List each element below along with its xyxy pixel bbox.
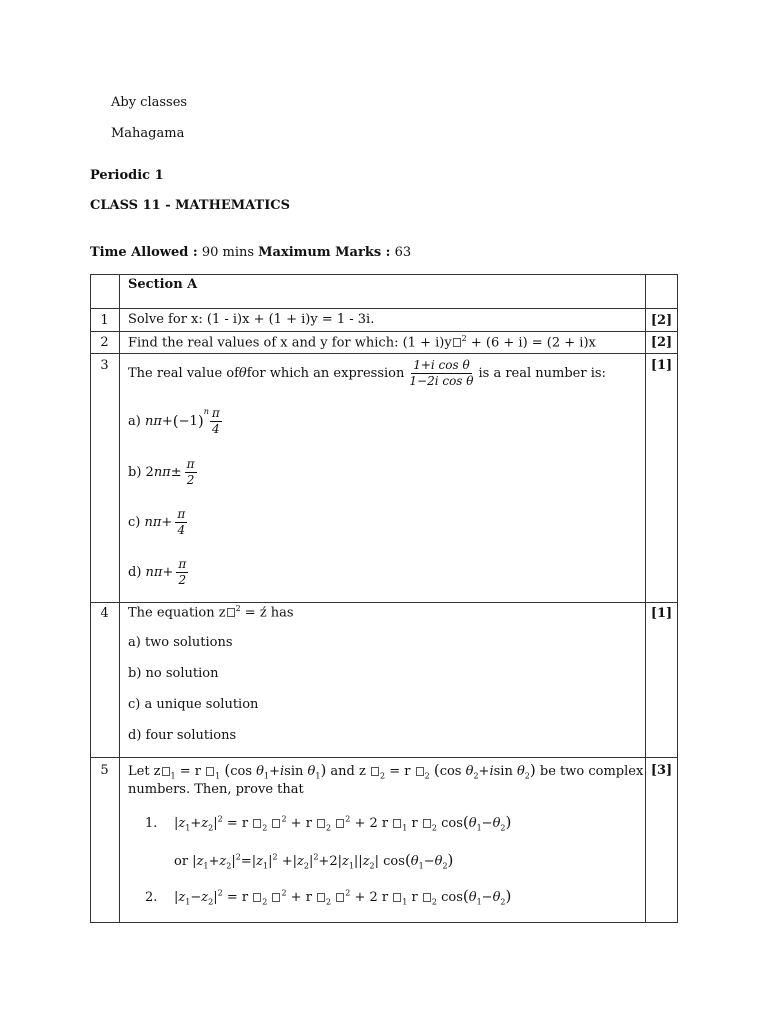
option-label: a)	[128, 413, 141, 429]
question-marks: [1]	[650, 606, 673, 621]
school-name: Aby classes	[111, 95, 188, 110]
question-text-part: Find the real values of x and y for which: (1 + i)y	[128, 335, 452, 351]
question-text-part: The equation z	[128, 605, 226, 621]
placeholder-box-icon	[206, 767, 214, 776]
option-c: c) a unique solution	[128, 697, 259, 712]
question-text-part: = ź has	[240, 605, 294, 621]
question-text-part: for which an expression	[246, 365, 405, 381]
time-value: 90 mins	[201, 245, 255, 260]
placeholder-box-icon	[453, 338, 461, 347]
or-label: or	[174, 854, 189, 869]
option-c: c) nπ + $\frac{\pi}{4}$	[128, 506, 186, 537]
option-a: a) two solutions	[128, 635, 233, 650]
question-text-part: is a real number is:	[478, 365, 606, 381]
theta-symbol: θ	[238, 365, 247, 381]
section-title: Section A	[128, 277, 198, 292]
question-text: Let z $_1$ = r $_1$ (cos $\theta_1+isin$ $\theta_1$) and z $_2$ = r $_2$ (cos $\theta_2+isin$ $\theta_2$) be two complex	[128, 761, 644, 781]
option-label: d)	[128, 564, 142, 580]
question-marks: [2]	[650, 335, 673, 350]
proof-or-formula: or $|z_1+z_2|^2=|z_1|^2 +|z_2|^2+2|z_1||z_2|$ $\cos(\theta_1-\theta_2)$	[174, 851, 454, 871]
question-number: 4	[100, 606, 109, 621]
question-marks: [3]	[650, 763, 673, 778]
placeholder-box-icon	[416, 767, 424, 776]
question-marks: [2]	[650, 313, 673, 328]
proof-item-1-label: 1.	[145, 816, 158, 831]
option-label: b)	[128, 464, 142, 480]
question-text	[128, 355, 606, 391]
table-rule	[119, 274, 120, 923]
question-text: The equation z $^2$ = ź has	[128, 604, 294, 621]
fraction-denominator: 1−2i cos θ	[409, 373, 474, 388]
option-b: b) 2 nπ ± $\frac{\pi}{2}$	[128, 456, 195, 487]
placeholder-box-icon	[162, 767, 170, 776]
question-text: Solve for x: (1 - i)x + (1 + i)y = 1 - 3i.	[128, 312, 375, 327]
time-label: Time Allowed :	[90, 245, 198, 260]
class-title: CLASS 11 - MATHEMATICS	[90, 198, 291, 213]
question-text-part: Let z	[128, 764, 161, 779]
question-text-part: be two complex	[539, 764, 644, 779]
table-rule	[90, 602, 678, 603]
marks-label: Maximum Marks :	[258, 245, 391, 260]
question-text-line2: numbers. Then, prove that	[128, 782, 304, 797]
question-number: 5	[100, 763, 109, 778]
option-b: b) no solution	[128, 666, 219, 681]
question-number: 2	[100, 335, 109, 350]
school-location: Mahagama	[111, 126, 185, 141]
question-text-part: The real value of	[128, 365, 239, 381]
proof-item-2-label: 2.	[145, 890, 158, 905]
time-marks-line	[90, 246, 411, 259]
table-rule	[90, 757, 678, 758]
question-marks: [1]	[650, 358, 673, 373]
periodic-title: Periodic 1	[90, 168, 164, 183]
table-rule	[90, 308, 678, 309]
option-d: d) four solutions	[128, 728, 237, 743]
proof-item-2-formula: $|z_1-z_2|^2 = r$ $_2$ $^2$ + r $_2$ $^2$ + 2 r $_1$ r $_2$ $\cos(\theta_1-\theta_2)$	[174, 887, 512, 907]
fraction-numerator: 1+i cos θ	[413, 357, 470, 372]
placeholder-box-icon	[227, 608, 235, 617]
table-rule	[90, 331, 678, 332]
marks-value: 63	[394, 245, 412, 260]
proof-item-1-formula: $|z_1+z_2|^2 = r$ $_2$ $^2$ + r $_2$ $^2$ + 2 r $_1$ r $_2$ $\cos(\theta_1-\theta_2)$	[174, 813, 512, 833]
question-text: Find the real values of x and y for which: (1 + i)y $^2$ + (6 + i) = (2 + i)x	[128, 334, 596, 351]
question-number: 1	[100, 313, 109, 328]
question-number: 3	[100, 358, 109, 373]
option-a: a) nπ + ( −1 ) $^n$ $\frac{\pi}{4}$	[128, 405, 220, 436]
expression-fraction	[407, 359, 475, 387]
table-rule	[90, 922, 678, 923]
option-d: d) nπ + $\frac{\pi}{2}$	[128, 556, 187, 587]
table-rule	[90, 353, 678, 354]
option-label: c)	[128, 514, 141, 530]
question-text-part: + (6 + i) = (2 + i)x	[466, 335, 596, 351]
table-rule	[90, 274, 678, 275]
placeholder-box-icon	[371, 767, 379, 776]
